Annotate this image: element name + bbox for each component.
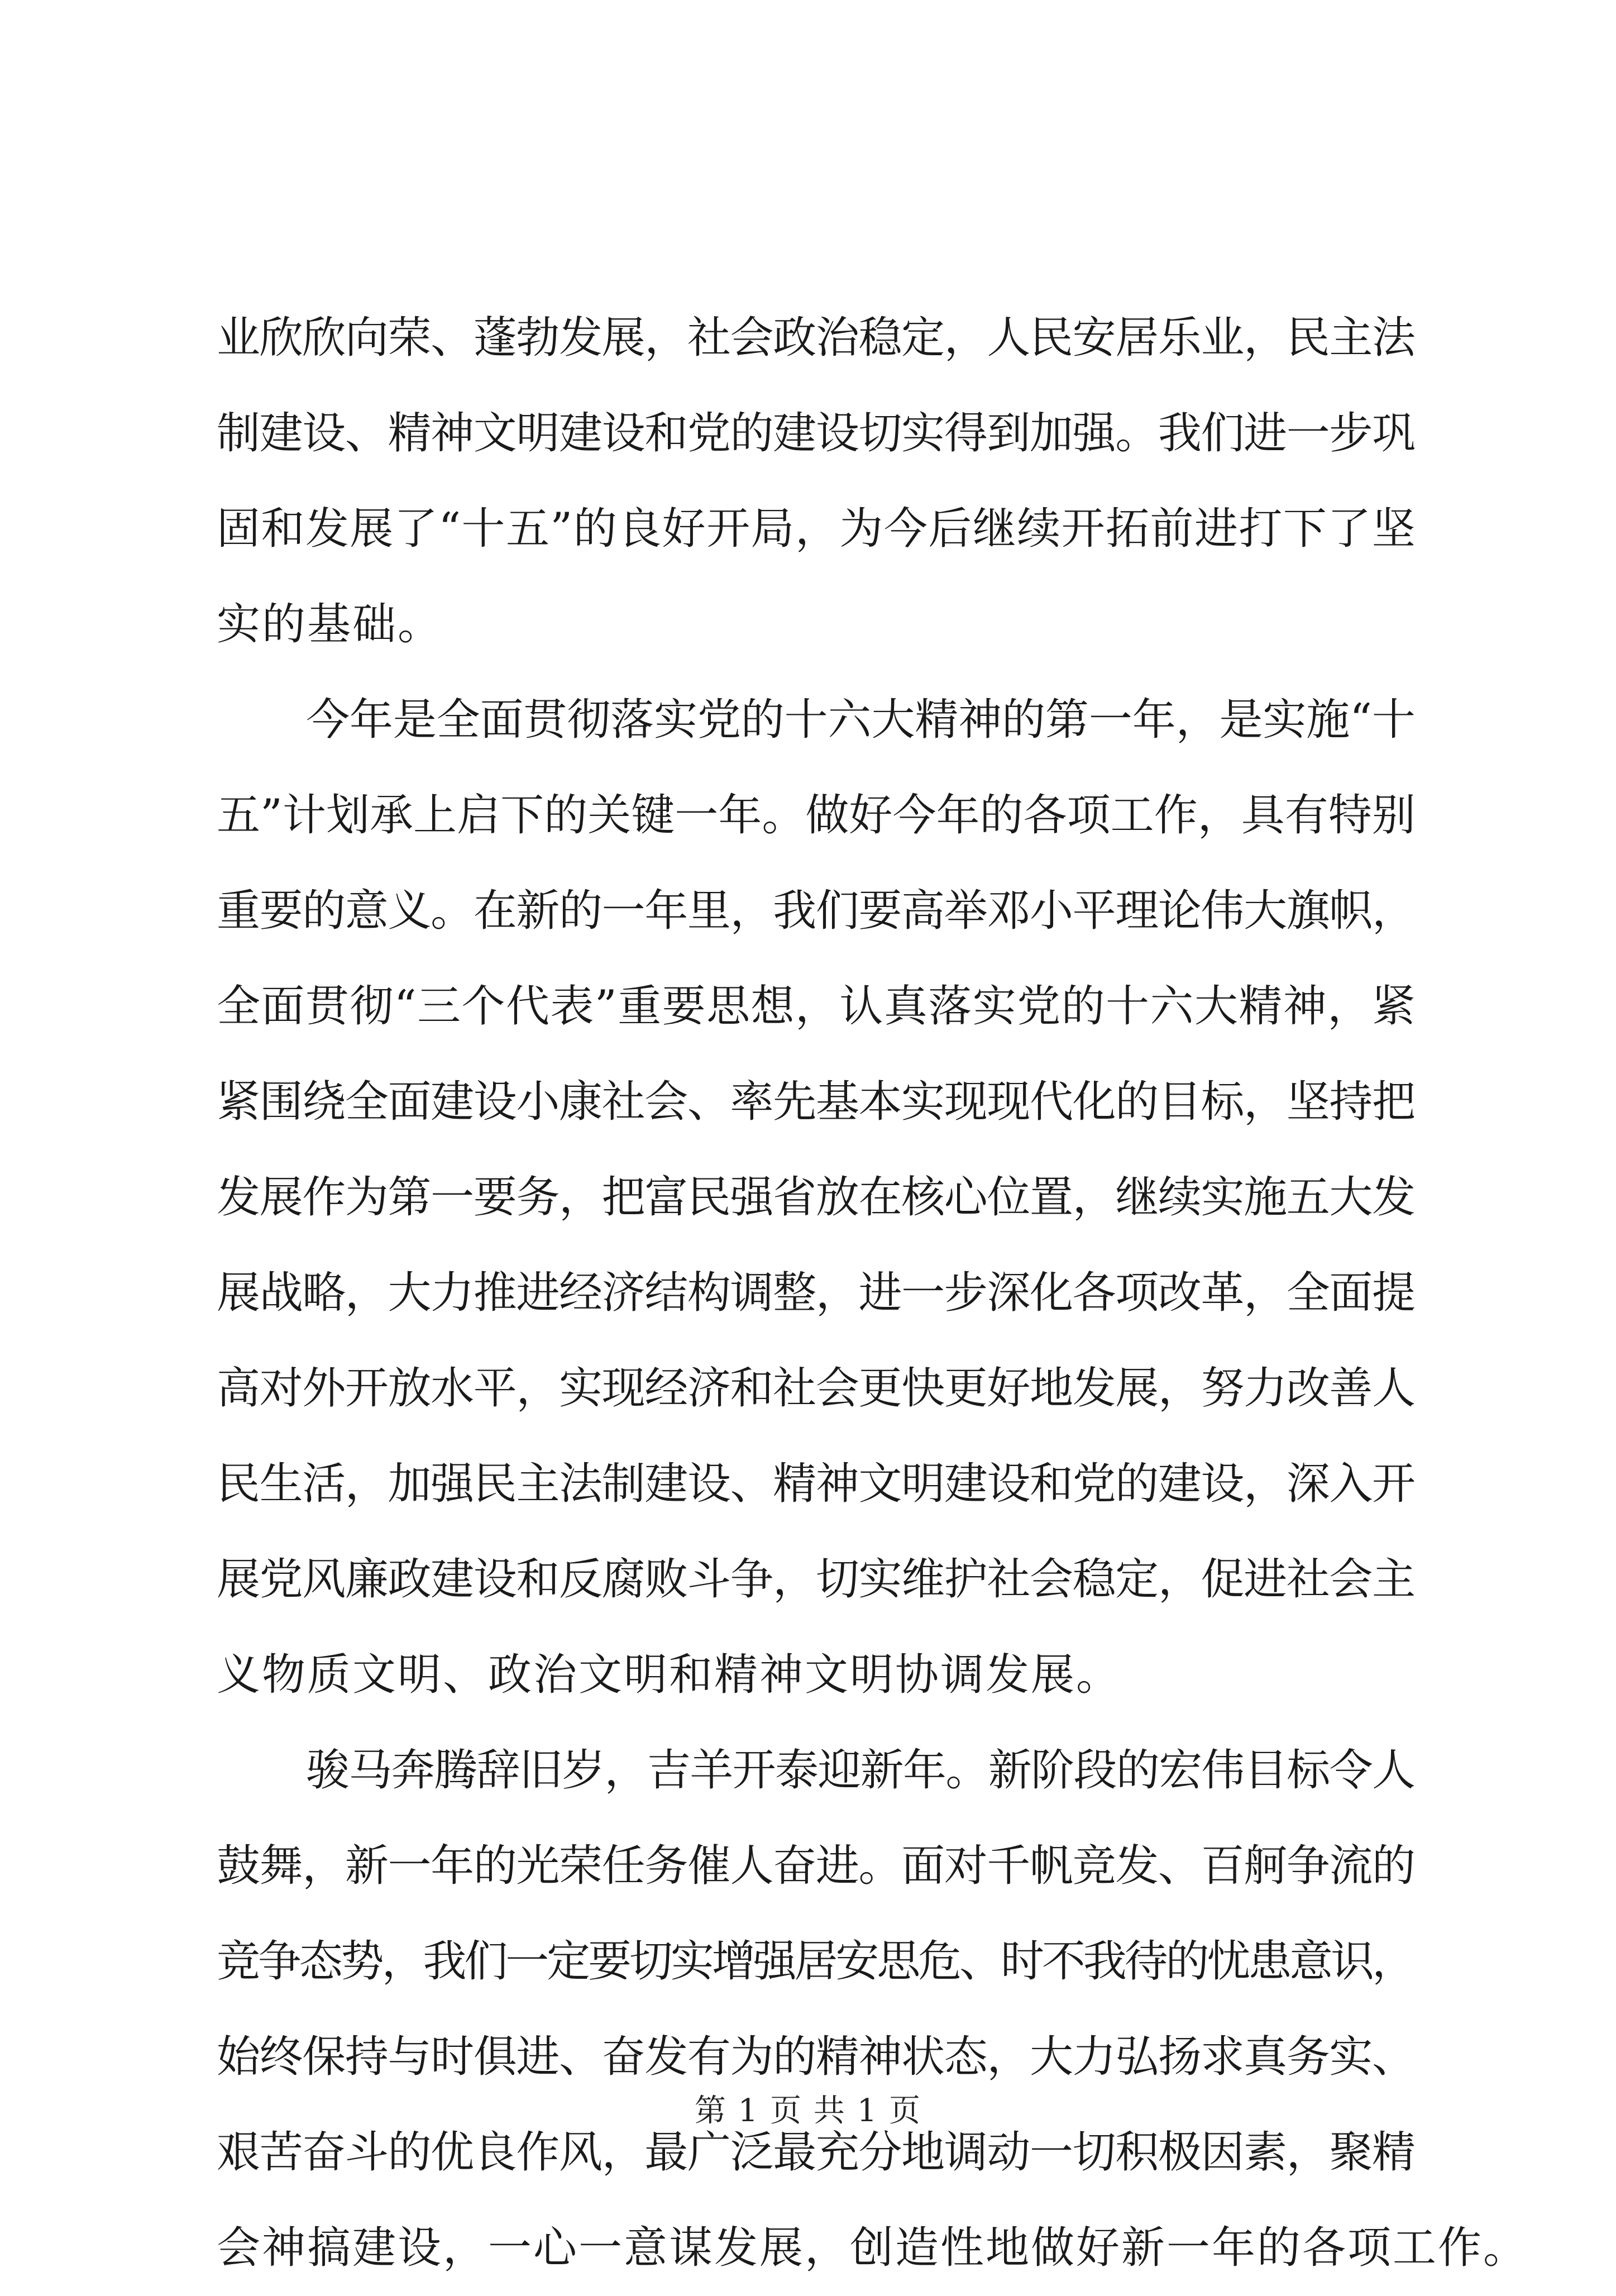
text-line: 五”计划承上启下的关键一年。做好今年的各项工作，具有特别 bbox=[217, 790, 1416, 841]
page-footer: 第 1 页 共 1 页 bbox=[694, 2093, 922, 2129]
text-line: 全面贯彻“三个代表”重要思想，认真落实党的十六大精神，紧 bbox=[217, 981, 1417, 1032]
text-line: 高对外开放水平，实现经济和社会更快更好地发展，努力改善人 bbox=[217, 1363, 1415, 1414]
text-line: 固和发展了“十五”的良好开局，为今后继续开拓前进打下了坚 bbox=[217, 504, 1417, 554]
text-line: 制建设、精神文明建设和党的建设切实得到加强。我们进一步巩 bbox=[217, 408, 1415, 459]
text-line: 展党风廉政建设和反腐败斗争，切实维护社会稳定，促进社会主 bbox=[217, 1554, 1415, 1605]
text-line: 始终保持与时俱进、奋发有为的精神状态，大力弘扬求真务实、 bbox=[217, 2032, 1415, 2082]
text-line: 发展作为第一要务，把富民强省放在核心位置，继续实施五大发 bbox=[217, 1172, 1415, 1223]
text-line: 骏马奔腾辞旧岁，吉羊开泰迎新年。新阶段的宏伟目标令人 bbox=[306, 1745, 1415, 1796]
text-line: 业欣欣向荣、蓬勃发展，社会政治稳定，人民安居乐业，民主法 bbox=[217, 313, 1415, 363]
body-text bbox=[217, 290, 1529, 2296]
text-line: 艰苦奋斗的优良作风，最广泛最充分地调动一切积极因素，聚精 bbox=[217, 2127, 1415, 2178]
text-line: 会神搞建设，一心一意谋发展，创造性地做好新一年的各项工作。 bbox=[217, 2223, 1529, 2273]
text-line: 紧围绕全面建设小康社会、率先基本实现现代化的目标，坚持把 bbox=[217, 1077, 1415, 1127]
text-line: 实的基础。 bbox=[217, 599, 443, 650]
text-line: 义物质文明、政治文明和精神文明协调发展。 bbox=[217, 1650, 1122, 1700]
text-line: 民生活，加强民主法制建设、精神文明建设和党的建设，深入开 bbox=[217, 1459, 1415, 1509]
text-line: 竞争态势，我们一定要切实增强居安思危、时不我待的忧患意识， bbox=[217, 1936, 1413, 1987]
text-line: 鼓舞，新一年的光荣任务催人奋进。面对千帆竞发、百舸争流的 bbox=[217, 1841, 1415, 1891]
text-line: 展战略，大力推进经济结构调整，进一步深化各项改革，全面提 bbox=[217, 1268, 1415, 1318]
text-line: 今年是全面贯彻落实党的十六大精神的第一年，是实施“十 bbox=[306, 695, 1416, 745]
text-line: 重要的意义。在新的一年里，我们要高举邓小平理论伟大旗帜， bbox=[217, 886, 1415, 936]
